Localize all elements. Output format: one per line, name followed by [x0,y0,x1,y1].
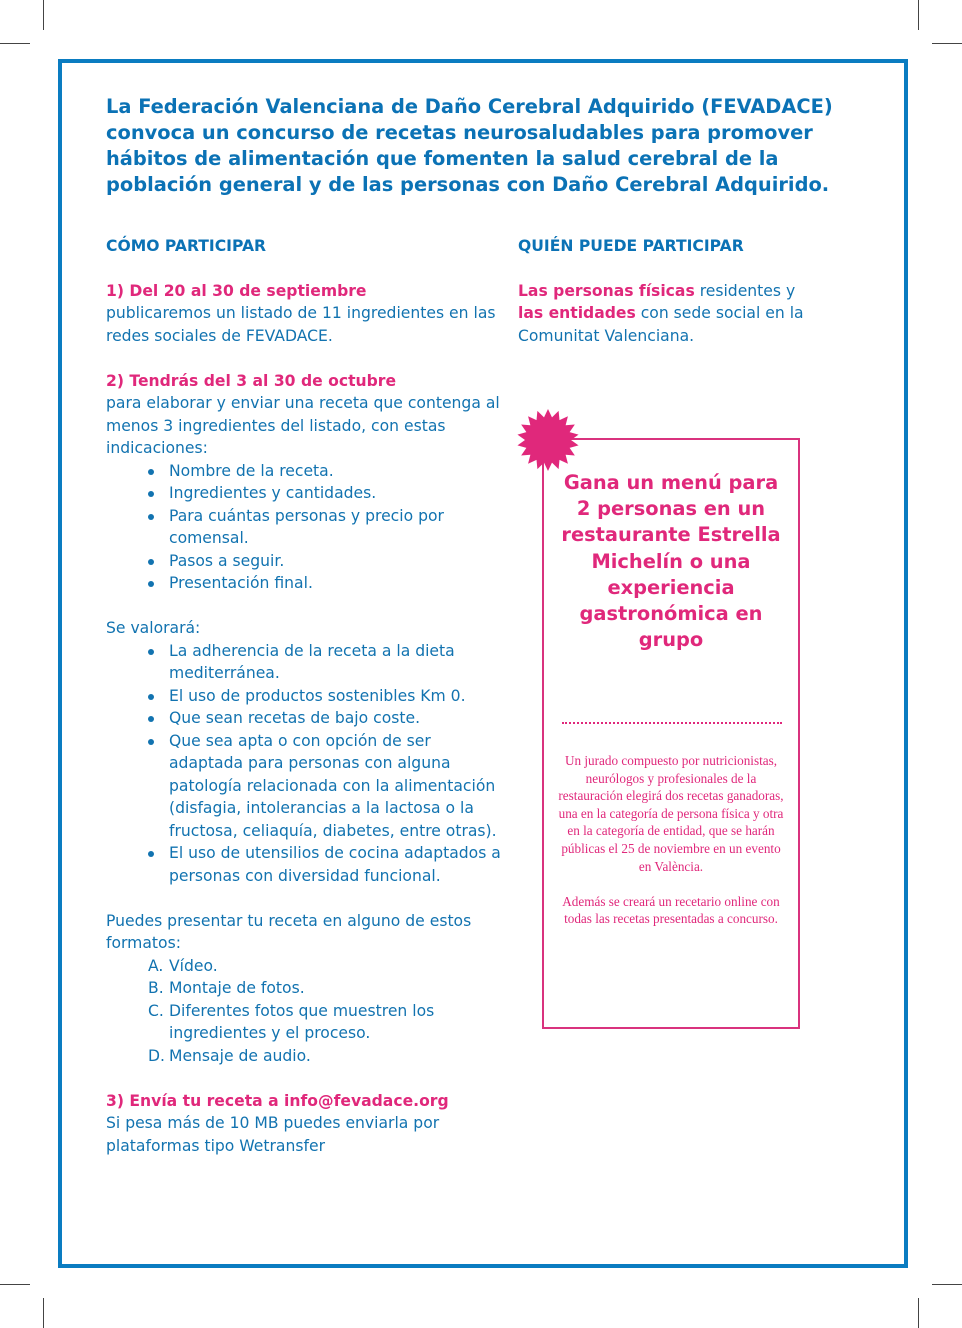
step2-text: para elaborar y enviar una receta que contenga al menos 3 ingredientes del listado, con estas indicaciones: [106,394,500,457]
list-marker: A. [148,956,164,975]
starburst-icon [516,408,580,472]
who-highlight-entities: las entidades [518,304,636,322]
prize-title: Gana un menú para 2 personas en un restaurante Estrella Michelín o una experiencia gastronómica en grupo [561,471,781,652]
jury-text: Un jurado compuesto por nutricionistas, neurólogos y profesionales de la restauración elegirá dos recetas ganadoras, una en la categoría de persona física y otra en la categoría de entidad, que se harán públicas el 25 de noviembre en un evento en València. [558,753,784,874]
list-item-text: Mensaje de audio. [169,1046,311,1065]
crop-mark [932,43,962,44]
list-item: El uso de productos sostenibles Km 0. [148,685,506,708]
list-item: Pasos a seguir. [148,550,506,573]
list-item: Nombre de la receta. [148,460,506,483]
list-item: Para cuántas personas y precio por comensal. [148,505,506,550]
step3-text: Si pesa más de 10 MB puedes enviarla por plataformas tipo Wetransfer [106,1114,440,1155]
crop-mark [0,1284,30,1285]
who-highlight-persons: Las personas físicas [518,281,695,300]
who-can-participate-column [518,235,838,347]
step2-title: 2) Tendrás del 3 al 30 de octubre [106,371,397,390]
who-text-residents: residentes y [694,281,796,300]
formats-list [106,955,506,1068]
step1-text: publicaremos un listado de 11 ingredientes en las redes sociales de FEVADACE. [106,304,496,345]
list-marker: D. [148,1046,165,1065]
step3-title: 3) Envía tu receta a info@fevadace.org [106,1091,449,1110]
list-item-text: Vídeo. [169,956,218,975]
list-item: Presentación final. [148,572,506,595]
step2-list [106,460,506,595]
list-item: Que sean recetas de bajo coste. [148,707,506,730]
crop-mark [43,0,44,30]
list-item: Que sea apta o con opción de ser adaptada para personas con alguna patología relacionada con la alimentación (disfagia, intolerancias a la lactosa o la fructosa, celiaquía, diabetes, entre otras). [148,730,506,843]
list-item: El uso de utensilios de cocina adaptados a personas con diversidad funcional. [148,842,506,887]
crop-mark [43,1298,44,1328]
list-item [148,977,506,1000]
intro-text: La Federación Valenciana de Daño Cerebral Adquirido (FEVADACE) convoca un concurso de recetas neurosaludables para promover hábitos de alimentación que fomenten la salud cerebral de la población general y de las personas con Daño Cerebral Adquirido. [106,95,833,196]
list-item [148,955,506,978]
who-text-entities: con sede social en la Comunitat Valenciana. [518,304,804,345]
crop-mark [918,0,919,30]
how-to-participate-heading: CÓMO PARTICIPAR [106,237,267,255]
how-to-participate-column [106,235,506,1157]
list-item [148,1000,506,1045]
step1-title: 1) Del 20 al 30 de septiembre [106,281,367,300]
list-item-text: Diferentes fotos que muestren los ingredientes y el proceso. [169,1001,435,1042]
who-can-participate-text [518,280,838,348]
list-marker: B. [148,979,164,997]
list-item: Ingredientes y cantidades. [148,482,506,505]
who-can-participate-heading: QUIÉN PUEDE PARTICIPAR [518,237,744,255]
list-item [148,1045,506,1068]
recetario-text: Además se creará un recetario online con todas las recetas presentadas a concurso. [562,893,780,927]
crop-mark [0,43,30,44]
crop-mark [918,1298,919,1328]
valuation-label: Se valorará: [106,619,201,637]
crop-mark [932,1284,962,1285]
formats-label: Puedes presentar tu receta en alguno de estos formatos: [106,911,472,952]
list-item: La adherencia de la receta a la dieta mediterránea. [148,640,506,685]
list-item-text: Montaje de fotos. [169,979,305,997]
prize-divider [562,722,782,724]
list-marker: C. [148,1001,164,1020]
valuation-list [106,640,506,888]
prize-details [556,752,786,928]
